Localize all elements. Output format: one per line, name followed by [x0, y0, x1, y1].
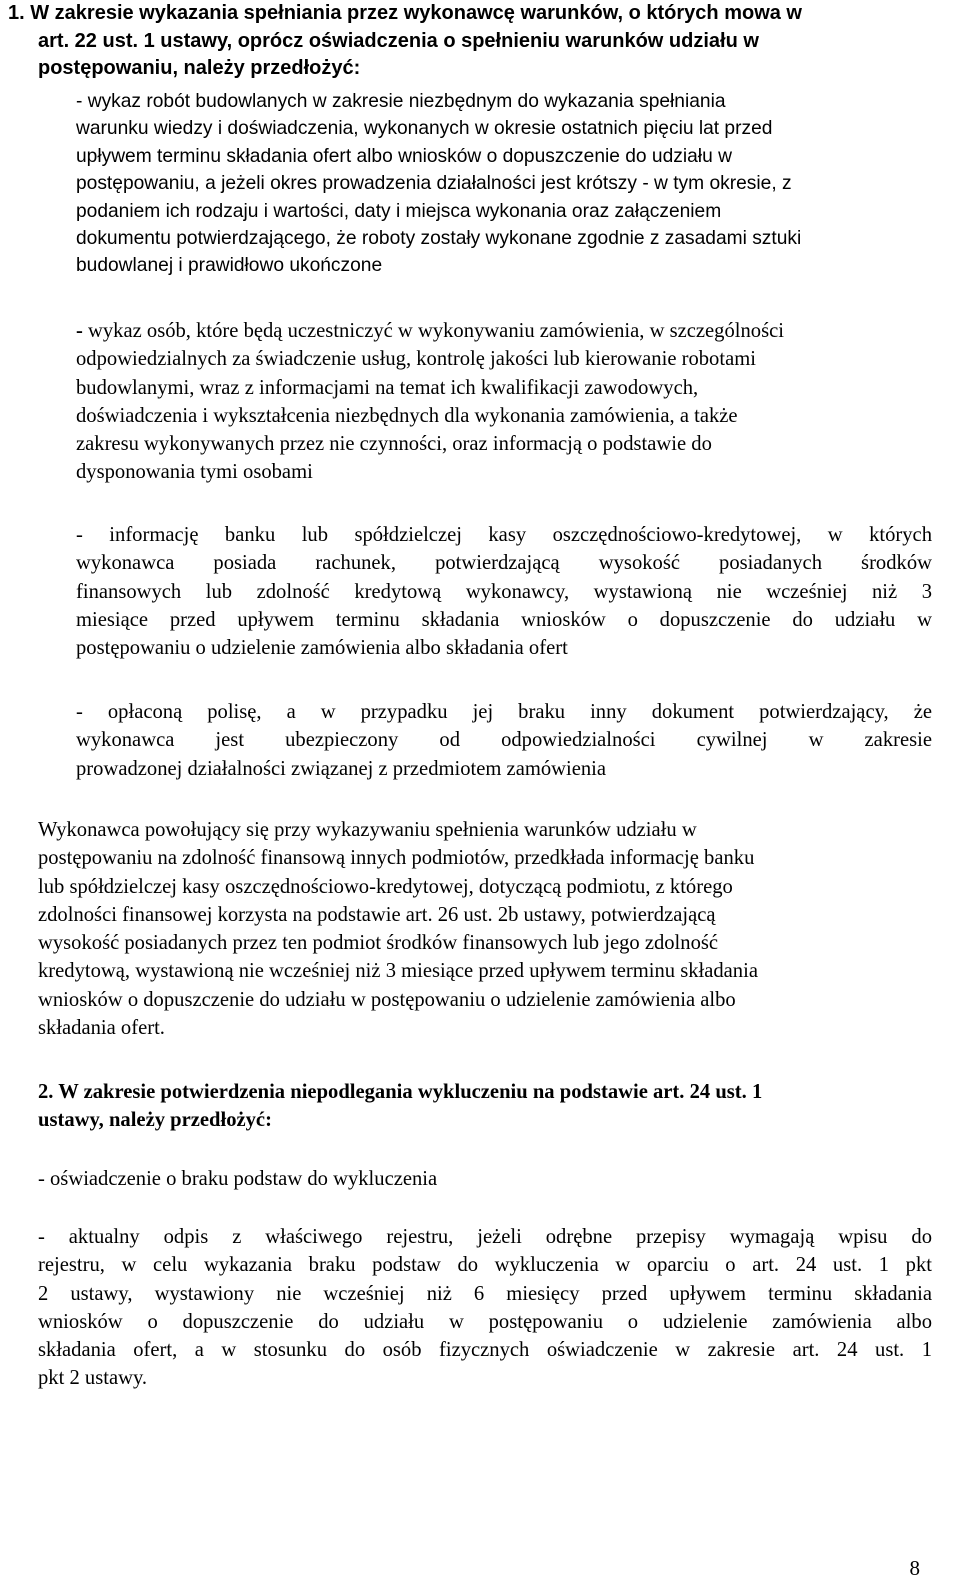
paragraph-line: wysokość posiadanych przez ten podmiot środków finansowych lub jego zdolność — [38, 932, 719, 955]
page-number: 8 — [909, 1556, 920, 1580]
list-item-line: 2 ustawy, wystawiony nie wcześniej niż 6 miesięcy przed upływem terminu składania — [38, 1282, 932, 1305]
list-item-line: postępowaniu, a jeżeli okres prowadzenia działalności jest krótszy - w tym okresie, z — [76, 173, 792, 195]
list-item-line: wniosków o dopuszczenie do udziału w postępowaniu o udzielenie zamówienia albo — [38, 1310, 932, 1333]
heading-line: 1. W zakresie wykazania spełniania przez wykonawcę warunków, o których mowa w — [8, 2, 802, 24]
list-item-line: finansowych lub zdolność kredytową wykonawcy, wystawioną nie wcześniej niż 3 — [76, 580, 932, 603]
list-item-line: - wykaz robót budowlanych w zakresie niezbędnym do wykazania spełniania — [76, 91, 726, 112]
list-item-bank-information — [76, 521, 932, 662]
list-item-register-extract — [38, 1223, 932, 1393]
paragraph-line: składania ofert. — [38, 1017, 165, 1040]
heading-line: postępowaniu, należy przedłożyć: — [38, 57, 361, 79]
list-bullet: - — [76, 320, 83, 342]
paragraph-line: postępowaniu na zdolność finansową innych podmiotów, przedkłada informację banku — [38, 847, 755, 870]
list-item-insurance-policy — [76, 698, 932, 783]
heading-line: 2. W zakresie potwierdzenia niepodlegania wykluczeniu na podstawie art. 24 ust. 1 — [38, 1081, 763, 1103]
paragraph-line: kredytową, wystawioną nie wcześniej niż 3 miesiące przed upływem terminu składania — [38, 960, 758, 983]
list-item-line: - aktualny odpis z właściwego rejestru, jeżeli odrębne przepisy wymagają wpisu do — [38, 1226, 932, 1248]
list-item-statement — [38, 1165, 938, 1193]
list-item-line: postępowaniu o udzielenie zamówienia albo składania ofert — [76, 637, 568, 660]
list-item-line: budowlanymi, wraz z informacjami na temat ich kwalifikacji zawodowych, — [76, 376, 699, 399]
paragraph-line: Wykonawca powołujący się przy wykazywaniu spełnienia warunków udziału w — [38, 819, 697, 841]
list-item-line: doświadczenia i wykształcenia niezbędnych dla wykonania zamówienia, a także — [76, 404, 738, 427]
list-item-line: - informację banku lub spółdzielczej kasy oszczędnościowo-kredytowej, w których — [76, 524, 932, 546]
heading-line: ustawy, należy przedłożyć: — [38, 1109, 272, 1132]
heading-line: art. 22 ust. 1 ustawy, oprócz oświadczenia o spełnieniu warunków udziału w — [38, 29, 759, 52]
list-item-line: miesiące przed upływem terminu składania wniosków o dopuszczenie do udziału w — [76, 608, 932, 631]
list-item-line: dysponowania tymi osobami — [76, 461, 313, 484]
list-item-line: dokumentu potwierdzającego, że roboty zostały wykonane zgodnie z zasadami sztuki — [76, 228, 802, 250]
list-item-line: wykonawca posiada rachunek, potwierdzającą wysokość posiadanych środków — [76, 552, 932, 575]
list-item-works — [76, 88, 946, 280]
list-item-text: wykaz osób, które będą uczestniczyć w wykonywaniu zamówienia, w szczególności — [82, 320, 784, 342]
list-item-line: składania ofert, a w stosunku do osób fizycznych oświadczenie w zakresie art. 24 ust. 1 — [38, 1339, 932, 1362]
list-item-line: upływem terminu składania ofert albo wniosków o dopuszczenie do udziału w — [76, 145, 732, 167]
section-2-heading — [38, 1078, 938, 1135]
paragraph-line: zdolności finansowej korzysta na podstawie art. 26 ust. 2b ustawy, potwierdzającą — [38, 903, 716, 926]
list-item-line: odpowiedzialnych za świadczenie usług, kontrolę jakości lub kierowanie robotami — [76, 348, 756, 371]
paragraph-line: lub spółdzielczej kasy oszczędnościowo-kredytowej, dotyczącą podmiotu, z którego — [38, 875, 733, 898]
list-item-line: pkt 2 ustawy. — [38, 1367, 148, 1390]
list-item-persons — [76, 317, 946, 487]
list-item-line: wykonawca jest ubezpieczony od odpowiedzialności cywilnej w zakresie — [76, 729, 932, 752]
list-item-line: prowadzonej działalności związanej z przedmiotem zamówienia — [76, 757, 607, 780]
list-item-line: zakresu wykonywanych przez nie czynności, oraz informacją o podstawie do — [76, 433, 712, 456]
list-item-line: budowlanej i prawidłowo ukończone — [76, 255, 383, 277]
list-item-line: podaniem ich rodzaju i wartości, daty i miejsca wykonania oraz załączeniem — [76, 200, 722, 222]
list-item-line: warunku wiedzy i doświadczenia, wykonanych w okresie ostatnich pięciu lat przed — [76, 118, 773, 140]
list-item-line: - opłaconą polisę, a w przypadku jej braku inny dokument potwierdzający, że — [76, 701, 932, 723]
paragraph-financial-capacity — [38, 816, 938, 1042]
section-1-heading — [8, 0, 928, 83]
list-item-line: rejestru, w celu wykazania braku podstaw do wykluczenia w oparciu o art. 24 ust. 1 pkt — [38, 1254, 932, 1277]
list-item-line: - oświadczenie o braku podstaw do wykluczenia — [38, 1168, 438, 1190]
list-item-line — [76, 317, 946, 345]
paragraph-line: wniosków o dopuszczenie do udziału w postępowaniu o udzielenie zamówienia albo — [38, 988, 736, 1011]
